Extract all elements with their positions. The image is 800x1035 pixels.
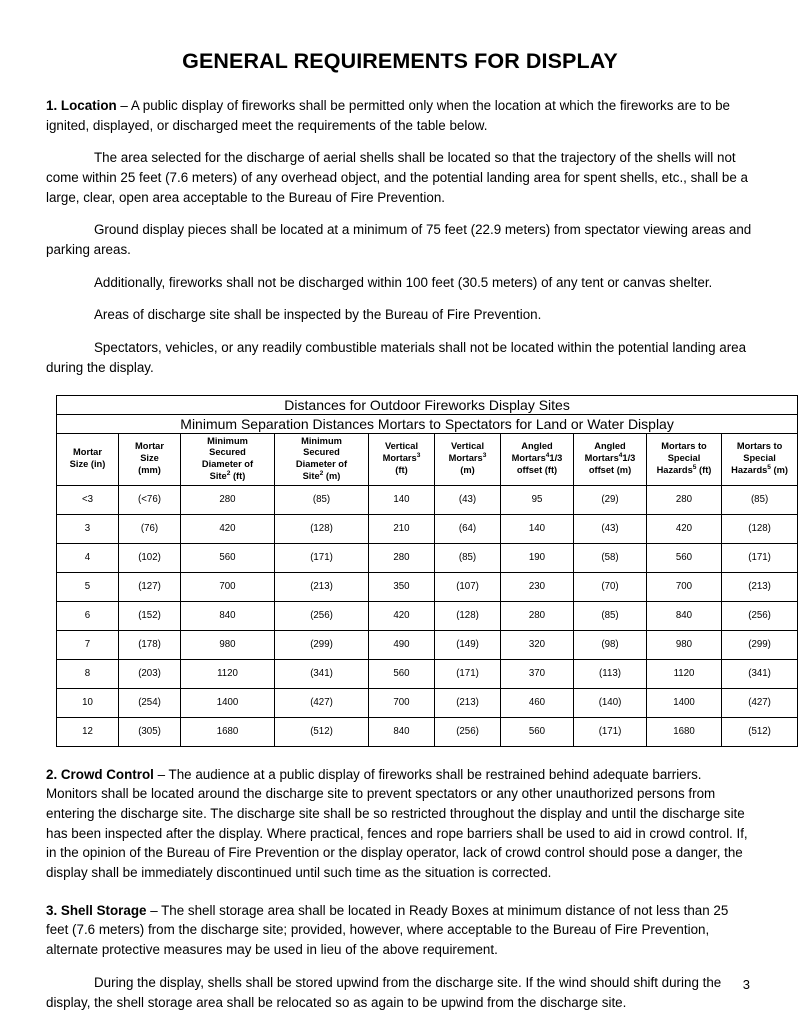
cell: 1680 xyxy=(181,717,275,746)
paragraph-spectators: Spectators, vehicles, or any readily combustible materials shall not be located within the potential landing area during the display. xyxy=(46,340,747,375)
table-title-row-1 xyxy=(57,395,798,414)
cell: 10 xyxy=(57,688,119,717)
cell: (70) xyxy=(574,572,647,601)
section-shell-storage xyxy=(46,901,754,1013)
col2-l4: Site xyxy=(209,470,227,481)
cell: (128) xyxy=(275,514,369,543)
cell: (341) xyxy=(275,659,369,688)
cell: 140 xyxy=(501,514,574,543)
cell: 7 xyxy=(57,630,119,659)
dash-6: – xyxy=(153,766,169,782)
col8-l3tail: (ft) xyxy=(696,464,712,475)
cell: (152) xyxy=(119,601,181,630)
section-crowd-control xyxy=(46,765,754,883)
cell: (203) xyxy=(119,659,181,688)
table-title-main: Distances for Outdoor Fireworks Display Sites xyxy=(57,395,798,414)
cell: 420 xyxy=(369,601,435,630)
cell: 350 xyxy=(369,572,435,601)
cell: 560 xyxy=(181,543,275,572)
col-header-mortar-size-mm xyxy=(119,433,181,485)
cell: 320 xyxy=(501,630,574,659)
cell: (299) xyxy=(722,630,798,659)
cell: 4 xyxy=(57,543,119,572)
cell: 840 xyxy=(369,717,435,746)
page-title: GENERAL REQUIREMENTS FOR DISPLAY xyxy=(182,49,618,73)
cell: (256) xyxy=(275,601,369,630)
cell: (178) xyxy=(119,630,181,659)
col9-l2: Special xyxy=(743,453,776,464)
col8-l3: Hazards xyxy=(656,464,693,475)
cell: 560 xyxy=(501,717,574,746)
cell: 6 xyxy=(57,601,119,630)
cell: (149) xyxy=(435,630,501,659)
cell: 1120 xyxy=(181,659,275,688)
cell: 1400 xyxy=(181,688,275,717)
cell: 280 xyxy=(369,543,435,572)
cell: (171) xyxy=(275,543,369,572)
col6-l3: offset (ft) xyxy=(516,464,558,475)
col1-l3: (mm) xyxy=(138,464,161,475)
cell: 5 xyxy=(57,572,119,601)
cell: 370 xyxy=(501,659,574,688)
paragraph-text-7: The shell storage area shall be located in Ready Boxes at minimum distance of not less than 25 feet (7.6 meters) from the discharge site; provided, however, where acceptable to the Bureau of Fire Prevention, alternate protective measures may be used in lieu of the above requirement. xyxy=(46,902,729,958)
cell: (512) xyxy=(275,717,369,746)
col-header-angled-mortars-m xyxy=(574,433,647,485)
cell: 460 xyxy=(501,688,574,717)
cell: 280 xyxy=(501,601,574,630)
col7-sup: 4 xyxy=(618,452,623,460)
cell: (299) xyxy=(275,630,369,659)
col5-l3: (m) xyxy=(460,464,475,475)
col-header-vertical-mortars-ft xyxy=(369,433,435,485)
cell: (171) xyxy=(435,659,501,688)
paragraph-aerial-shells: The area selected for the discharge of aerial shells shall be located so that the trajectory of the shells will not come within 25 feet (7.6 meters) of any overhead object, and the potential landing area for spent shells, etc., shall be a large, clear, open area acceptable to the Bureau of Fire Prevention. xyxy=(46,150,748,205)
col6-l1: Angled xyxy=(521,441,553,452)
col0-l1: Mortar xyxy=(73,447,102,458)
cell: 490 xyxy=(369,630,435,659)
cell: (107) xyxy=(435,572,501,601)
col5-l2: Mortars xyxy=(448,453,483,464)
section-heading-shell-storage: 3. Shell Storage xyxy=(46,902,147,918)
cell: (128) xyxy=(722,514,798,543)
col3-sup: 2 xyxy=(319,469,324,477)
cell: <3 xyxy=(57,485,119,514)
col4-l3: (ft) xyxy=(395,464,408,475)
cell: 280 xyxy=(647,485,722,514)
cell: (256) xyxy=(435,717,501,746)
section-location xyxy=(46,96,754,378)
col2-l2: Secured xyxy=(209,447,246,458)
col3-l3: Diameter of xyxy=(295,459,348,470)
cell: (85) xyxy=(574,601,647,630)
col2-l1: Minimum xyxy=(207,435,248,446)
cell: (341) xyxy=(722,659,798,688)
table-row xyxy=(57,659,798,688)
cell: (140) xyxy=(574,688,647,717)
col9-l3tail: (m) xyxy=(770,464,789,475)
col7-l2: Mortars xyxy=(584,453,619,464)
paragraph-location xyxy=(46,96,754,135)
table-row xyxy=(57,485,798,514)
cell: 840 xyxy=(647,601,722,630)
cell: 8 xyxy=(57,659,119,688)
cell: (171) xyxy=(722,543,798,572)
cell: 980 xyxy=(181,630,275,659)
cell: 700 xyxy=(369,688,435,717)
cell: (213) xyxy=(722,572,798,601)
cell: (43) xyxy=(435,485,501,514)
table-title-sub: Minimum Separation Distances Mortars to Spectators for Land or Water Display xyxy=(57,414,798,433)
cell: (<76) xyxy=(119,485,181,514)
cell: (85) xyxy=(722,485,798,514)
section-heading-crowd-control: 2. Crowd Control xyxy=(46,766,154,782)
col4-l2: Mortars xyxy=(382,453,417,464)
col1-l2: Size xyxy=(140,453,159,464)
col5-sup: 3 xyxy=(482,452,487,460)
cell: 700 xyxy=(647,572,722,601)
cell: 560 xyxy=(647,543,722,572)
col7-l1: Angled xyxy=(594,441,626,452)
cell: (29) xyxy=(574,485,647,514)
col8-sup: 5 xyxy=(692,463,697,471)
col3-l4tail: (m) xyxy=(323,470,341,481)
cell: 980 xyxy=(647,630,722,659)
cell: (128) xyxy=(435,601,501,630)
table-row xyxy=(57,601,798,630)
paragraph-inspection: Areas of discharge site shall be inspected by the Bureau of Fire Prevention. xyxy=(94,307,542,323)
col3-l4: Site xyxy=(302,470,320,481)
col2-sup: 2 xyxy=(226,469,231,477)
cell: (254) xyxy=(119,688,181,717)
cell: 420 xyxy=(181,514,275,543)
col8-l2: Special xyxy=(667,453,701,464)
cell: (85) xyxy=(435,543,501,572)
col3-l1: Minimum xyxy=(301,435,342,446)
cell: (64) xyxy=(435,514,501,543)
cell: (85) xyxy=(275,485,369,514)
cell: 210 xyxy=(369,514,435,543)
cell: (427) xyxy=(722,688,798,717)
cell: 12 xyxy=(57,717,119,746)
col6-l2tail: 1/3 xyxy=(549,453,563,464)
cell: 1400 xyxy=(647,688,722,717)
dash-7: – xyxy=(146,902,162,918)
cell: (256) xyxy=(722,601,798,630)
paragraph-shell-storage xyxy=(46,901,754,960)
col-header-vertical-mortars-m xyxy=(435,433,501,485)
dash-0: – xyxy=(116,97,131,113)
cell: 560 xyxy=(369,659,435,688)
cell: (305) xyxy=(119,717,181,746)
cell: (171) xyxy=(574,717,647,746)
col6-l2: Mortars xyxy=(511,453,546,464)
cell: (213) xyxy=(275,572,369,601)
col1-l1: Mortar xyxy=(135,441,164,452)
col6-sup: 4 xyxy=(545,452,550,460)
cell: (102) xyxy=(119,543,181,572)
col9-l1: Mortars to xyxy=(736,441,783,452)
col7-l2tail: 1/3 xyxy=(622,453,636,464)
table-row xyxy=(57,543,798,572)
paragraph-text-0: A public display of fireworks shall be permitted only when the location at which the fireworks are to be ignited, displayed, or discharged meet the requirements of the table below. xyxy=(46,97,731,133)
distances-table xyxy=(56,395,798,747)
section-heading-location: 1. Location xyxy=(46,97,117,113)
cell: 700 xyxy=(181,572,275,601)
cell: (58) xyxy=(574,543,647,572)
cell: 95 xyxy=(501,485,574,514)
col-header-min-secured-diameter-ft xyxy=(181,433,275,485)
paragraph-tent-shelter: Additionally, fireworks shall not be discharged within 100 feet (30.5 meters) of any tent or canvas shelter. xyxy=(94,274,713,290)
col8-l1: Mortars to xyxy=(661,441,707,452)
paragraph-text-6: The audience at a public display of fireworks shall be restrained behind adequate barriers. Monitors shall be located around the discharge site to prevent spectators or any other unauthorized persons from entering the discharge site. The discharge site shall be so restricted throughout the display and until the discharge site has been inspected after the display. Where practical, fences and rope barriers shall be used to aid in crowd control. If, in the opinion of the Bureau of Fire Prevention or the display operator, lack of crowd control should pose a danger, the display shall be immediately discontinued until such time as the situation is corrected. xyxy=(46,766,748,881)
col-header-mortar-size-in xyxy=(57,433,119,485)
cell: (427) xyxy=(275,688,369,717)
cell: 420 xyxy=(647,514,722,543)
paragraph-ground-display: Ground display pieces shall be located at a minimum of 75 feet (22.9 meters) from spectator viewing areas and parking areas. xyxy=(46,222,752,258)
col5-l1: Vertical xyxy=(450,441,485,452)
paragraph-crowd-control xyxy=(46,765,754,883)
col0-l2: Size (in) xyxy=(69,459,106,470)
cell: 840 xyxy=(181,601,275,630)
col-header-special-hazards-ft xyxy=(647,433,722,485)
col-header-special-hazards-m xyxy=(722,433,798,485)
table-row xyxy=(57,514,798,543)
cell: (127) xyxy=(119,572,181,601)
table-row xyxy=(57,630,798,659)
paragraph-upwind-storage: During the display, shells shall be stored upwind from the discharge site. If the wind should shift during the display, the shell storage area shall be relocated so as again to be upwind from the discharge site. xyxy=(46,974,722,1010)
cell: 230 xyxy=(501,572,574,601)
cell: 280 xyxy=(181,485,275,514)
col7-l3: offset (m) xyxy=(588,464,632,475)
col4-l1: Vertical xyxy=(384,441,419,452)
col-header-min-secured-diameter-m xyxy=(275,433,369,485)
cell: (76) xyxy=(119,514,181,543)
table-row xyxy=(57,572,798,601)
col3-l2: Secured xyxy=(303,447,340,458)
cell: 190 xyxy=(501,543,574,572)
cell: (113) xyxy=(574,659,647,688)
col9-l3: Hazards xyxy=(731,464,768,475)
table-row xyxy=(57,688,798,717)
cell: 140 xyxy=(369,485,435,514)
cell: (512) xyxy=(722,717,798,746)
col2-l3: Diameter of xyxy=(201,459,254,470)
cell: (98) xyxy=(574,630,647,659)
cell: 1120 xyxy=(647,659,722,688)
col9-sup: 5 xyxy=(767,463,771,471)
table-title-row-2 xyxy=(57,414,798,433)
cell: (43) xyxy=(574,514,647,543)
table-row xyxy=(57,717,798,746)
page-number: 3 xyxy=(742,977,750,992)
col-header-angled-mortars-ft xyxy=(501,433,574,485)
cell: (213) xyxy=(435,688,501,717)
col4-sup: 3 xyxy=(416,452,421,460)
cell: 3 xyxy=(57,514,119,543)
col2-l4tail: (ft) xyxy=(230,470,246,481)
table-header-row xyxy=(57,433,798,485)
cell: 1680 xyxy=(647,717,722,746)
